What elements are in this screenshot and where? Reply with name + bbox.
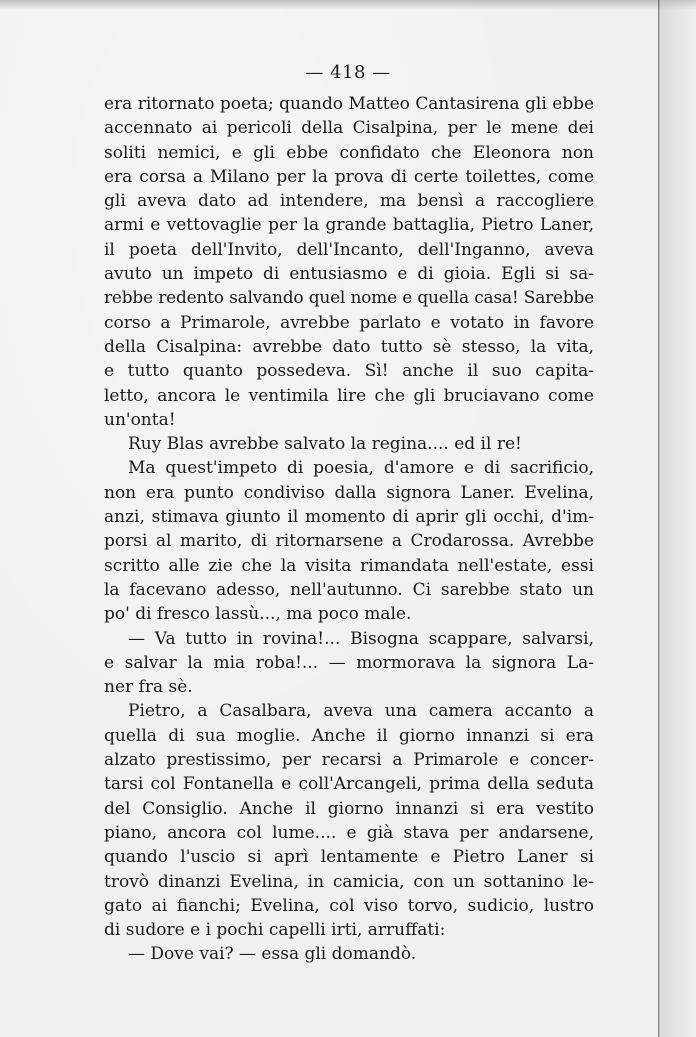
text-line: porsi al marito, di ritornarsene a Crodarossa. Avrebbe bbox=[104, 531, 594, 552]
text-line: quando l'uscio si aprì lentamente e Pietro Laner si bbox=[104, 847, 594, 868]
scan-top-shadow bbox=[0, 0, 696, 10]
text-line: alzato prestissimo, per recarsi a Primarole e concer- bbox=[104, 750, 594, 771]
text-line: era corsa a Milano per la prova di certe toilettes, come bbox=[104, 166, 594, 187]
text-line: e salvar la mia roba!... — mormorava la signora La- bbox=[104, 652, 594, 673]
text-line: rebbe redento salvando quel nome e quella casa! Sarebbe bbox=[104, 288, 594, 309]
page-edge-line bbox=[658, 0, 660, 1037]
text-line: letto, ancora le ventimila lire che gli bruciavano come bbox=[104, 385, 594, 406]
text-line: il poeta dell'Invito, dell'Incanto, dell'Inganno, aveva bbox=[104, 239, 594, 260]
text-line: Ma quest'impeto di poesia, d'amore e di sacrificio, bbox=[128, 458, 594, 479]
page-number: — 418 — bbox=[305, 62, 391, 83]
text-line: scritto alle zie che la visita rimandata nell'estate, essi bbox=[104, 555, 594, 576]
text-line: e tutto quanto possedeva. Sì! anche il suo capita- bbox=[104, 361, 594, 382]
text-line: della Cisalpina: avrebbe dato tutto sè stesso, la vita, bbox=[104, 336, 594, 357]
body-text bbox=[104, 92, 594, 967]
text-line: — Dove vai? — essa gli domandò. bbox=[128, 944, 417, 965]
text-line: era ritornato poeta; quando Matteo Cantasirena gli ebbe bbox=[104, 94, 594, 114]
text-line: non era punto condiviso dalla signora Laner. Evelina, bbox=[104, 482, 594, 503]
text-line: Pietro, a Casalbara, aveva una camera accanto a bbox=[128, 701, 594, 722]
text-line: tarsi col Fontanella e coll'Arcangeli, prima della seduta bbox=[104, 774, 594, 795]
text-line: — Va tutto in rovina!... Bisogna scappare, salvarsi, bbox=[128, 628, 594, 649]
text-line: gli aveva dato ad intendere, ma bensì a raccogliere bbox=[104, 191, 594, 212]
text-line: trovò dinanzi Evelina, in camicia, con un sottanino le- bbox=[104, 871, 594, 892]
text-line: armi e vettovaglie per la grande battaglia, Pietro Laner, bbox=[104, 215, 594, 236]
text-line: del Consiglio. Anche il giorno innanzi si era vestito bbox=[104, 798, 594, 819]
text-line: gato ai fianchi; Evelina, col viso torvo, sudicio, lustro bbox=[104, 895, 594, 916]
text-line: Ruy Blas avrebbe salvato la regina.... ed il re! bbox=[128, 434, 522, 455]
text-line: un'onta! bbox=[104, 409, 176, 430]
text-line: soliti nemici, e gli ebbe confidato che Eleonora non bbox=[104, 142, 594, 163]
text-line: avuto un impeto di entusiasmo e di gioia. Egli si sa- bbox=[104, 264, 594, 285]
text-line: piano, ancora col lume.... e già stava per andarsene, bbox=[104, 822, 594, 843]
text-line: corso a Primarole, avrebbe parlato e votato in favore bbox=[104, 312, 594, 333]
text-line: anzi, stimava giunto il momento di aprir gli occhi, d'im- bbox=[104, 507, 594, 528]
page-edge-shade bbox=[660, 0, 696, 1037]
text-line: di sudore e i pochi capelli irti, arruffati: bbox=[104, 920, 446, 941]
text-line: quella di sua moglie. Anche il giorno innanzi si era bbox=[104, 725, 594, 746]
text-line: accennato ai pericoli della Cisalpina, per le mene dei bbox=[104, 118, 594, 139]
text-line: ner fra sè. bbox=[104, 677, 193, 698]
text-line: la facevano adesso, nell'autunno. Ci sarebbe stato un bbox=[104, 579, 594, 600]
text-line: po' di fresco lassù..., ma poco male. bbox=[104, 604, 412, 625]
